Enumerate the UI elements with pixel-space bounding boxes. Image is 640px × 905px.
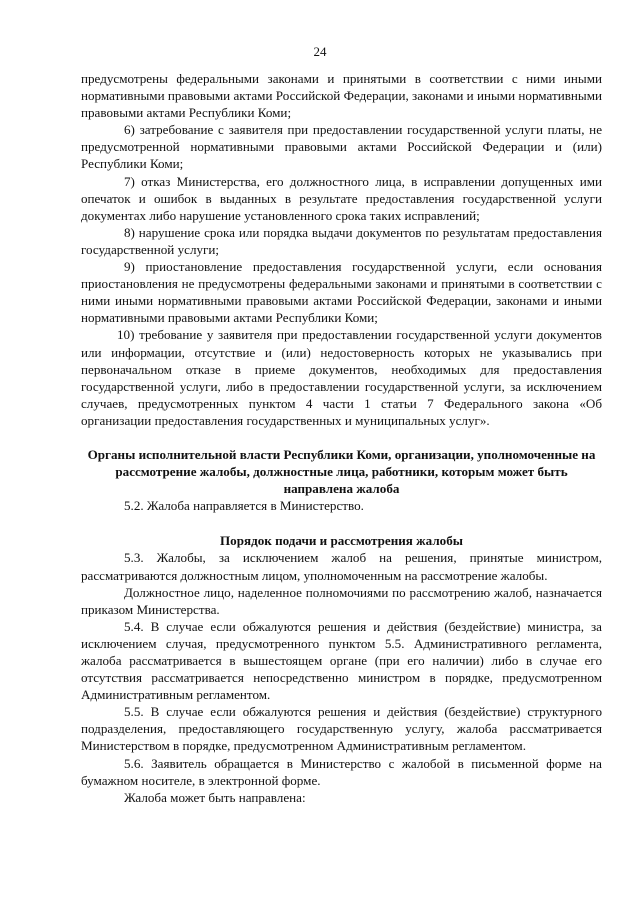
section-heading-authorities: Органы исполнительной власти Республики Коми, организации, уполномоченные на рассмотрение жалобы, должностные лица, работники, которым может быть направлена жалоба <box>87 446 596 497</box>
page-number: 24 <box>313 44 327 59</box>
section-heading-procedure: Порядок подачи и рассмотрения жалобы <box>220 533 463 549</box>
paragraph-5-6: 5.6. Заявитель обращается в Министерство с жалобой в письменной форме на бумажном носителе, в электронной форме. <box>81 755 602 788</box>
paragraph-item-10: 10) требование у заявителя при предоставлении государственной услуги документов или информации, отсутствие и (или) недостоверность которых не указывались при первоначальном отказе в приеме документов, необходимых для предоставления государственной услуги, либо в предоставлении государственной услуги, за исключением случаев, предусмотренных пунктом 4 части 1 статьи 7 Федерального закона «Об организации предоставления государственных и муниципальных услуг». <box>81 327 602 428</box>
paragraph-item-9: 9) приостановление предоставления государственной услуги, если основания приостановления не предусмотрены федеральными законами и принятыми в соответствии с ними иными нормативными правовыми актами Российской Федерации, законами и иными нормативными правовыми актами Республики Коми; <box>81 259 602 326</box>
section-spacer <box>81 429 602 446</box>
paragraph-item-8: 8) нарушение срока или порядка выдачи документов по результатам предоставления государственной услуги; <box>81 224 602 257</box>
paragraph-5-3: 5.3. Жалобы, за исключением жалоб на решения, принятые министром, рассматриваются должностным лицом, уполномоченным на рассмотрение жалобы. <box>81 550 602 583</box>
paragraph-5-2: 5.2. Жалоба направляется в Министерство. <box>124 498 364 514</box>
paragraph-continuation: предусмотрены федеральными законами и принятыми в соответствии с ними иными нормативными правовыми актами Российской Федерации, законами и иными нормативными правовыми актами Республики Коми; <box>81 71 602 121</box>
paragraph-official: Должностное лицо, наделенное полномочиями по рассмотрению жалоб, назначается приказом Министерства. <box>81 584 602 617</box>
paragraph-may-be-sent: Жалоба может быть направлена: <box>124 789 306 805</box>
paragraph-item-7: 7) отказ Министерства, его должностного лица, в исправлении допущенных ими опечаток и ошибок в выданных в результате предоставления государственной услуги документах либо нарушение установленного срока таких исправлений; <box>81 173 602 223</box>
paragraph-5-4: 5.4. В случае если обжалуются решения и действия (бездействие) министра, за исключением случая, предусмотренного пунктом 5.5. Административного регламента, жалоба рассматривается в вышестоящем органе (при его наличии) либо в случае его отсутствия рассматривается непосредственно министром в порядке, предусмотренном Административным регламентом. <box>81 618 602 703</box>
section-spacer <box>81 514 602 532</box>
paragraph-5-5: 5.5. В случае если обжалуются решения и действия (бездействие) структурного подразделения, предоставляющего государственную услугу, жалоба рассматривается Министерством в порядке, предусмотренном Административным регламентом. <box>81 704 602 754</box>
paragraph-item-6: 6) затребование с заявителя при предоставлении государственной услуги платы, не предусмотренной нормативными правовыми актами Российской Федерации и (или) Республики Коми; <box>81 122 602 172</box>
document-body <box>81 70 602 806</box>
